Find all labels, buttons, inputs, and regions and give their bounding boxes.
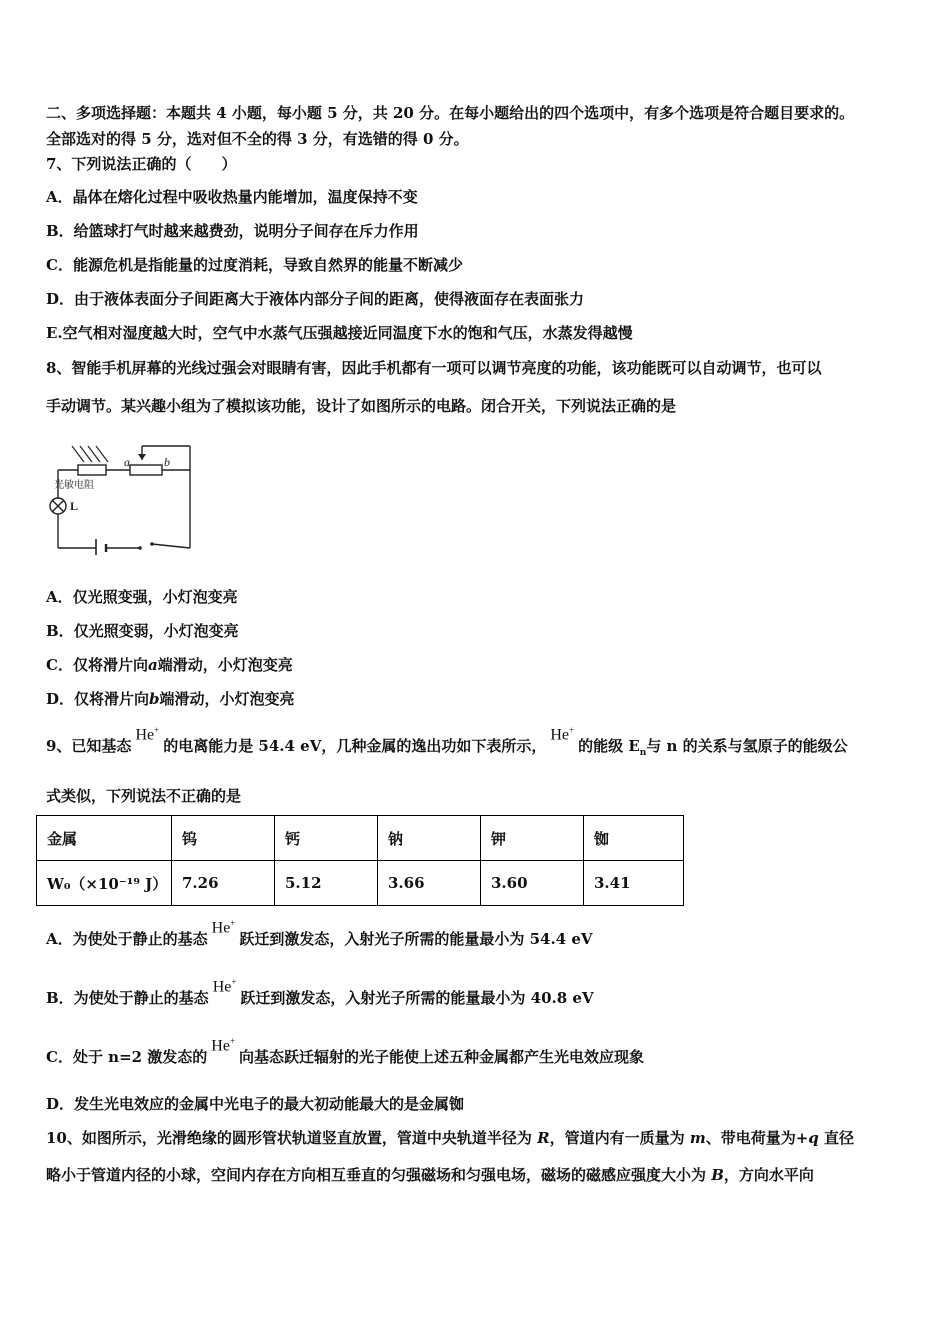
light-arrows [72, 446, 108, 462]
var-b: b [149, 690, 160, 708]
table-cell: 钙 [275, 816, 378, 861]
q8-option-b: B．仅光照变弱，小灯泡变亮 [46, 622, 239, 640]
he-ion-symbol: He+ [135, 724, 160, 743]
q8-option-c: C．仅将滑片向a端滑动，小灯泡变亮 [46, 656, 293, 674]
table-cell: 钾 [481, 816, 584, 861]
table-cell: 3.41 [584, 861, 684, 906]
section-heading-line1: 二、多项选择题：本题共 4 小题，每小题 5 分，共 20 分。在每小题给出的四个选项中，有多个选项是符合题目要求的。 [46, 104, 855, 122]
q9-stem-line2: 式类似，下列说法不正确的是 [46, 787, 242, 805]
table-cell: 铷 [584, 816, 684, 861]
slider-arrow [138, 454, 146, 460]
q7-option-e: E.空气相对湿度越大时，空气中水蒸气压强越接近同温度下水的饱和气压，水蒸发得越慢 [46, 324, 633, 342]
q8-stem-line2: 手动调节。某兴趣小组为了模拟该功能，设计了如图所示的电路。闭合开关，下列说法正确的是 [46, 397, 677, 415]
lamp-label: L [70, 499, 79, 513]
var-q: q [808, 1129, 819, 1147]
var-m: m [689, 1129, 706, 1147]
table-cell: 钠 [378, 816, 481, 861]
circuit-diagram [44, 440, 204, 555]
photoresistor-symbol [78, 465, 106, 475]
he-ion-symbol: He+ [550, 724, 575, 743]
var-a: a [147, 656, 158, 674]
table-row [37, 861, 684, 906]
q7-option-c: C．能源危机是指能量的过度消耗，导致自然界的能量不断减少 [46, 256, 463, 274]
table-cell: 钨 [172, 816, 275, 861]
section-heading-line2: 全部选对的得 5 分，选对但不全的得 3 分，有选错的得 0 分。 [46, 130, 469, 148]
photoresistor-label: 光敏电阻 [54, 480, 94, 491]
table-row [37, 816, 684, 861]
q10-stem-line1: 10、如图所示，光滑绝缘的圆形管状轨道竖直放置，管道中央轨道半径为 R，管道内有一质量为 m、带电荷量为+q 直径 [46, 1129, 854, 1147]
table-cell: W₀（×10⁻¹⁹ J） [37, 861, 172, 906]
table-cell: 3.60 [481, 861, 584, 906]
q10-stem-line2: 略小于管道内径的小球，空间内存在方向相互垂直的匀强磁场和匀强电场，磁场的磁感应强度大小为 B，方向水平向 [46, 1166, 814, 1184]
q9-stem-line1: 9、已知基态He+的电离能力是 54.4 eV，几种金属的逸出功如下表所示，He+的能级 $E_n$与 n 的关系与氢原子的能级公 [46, 724, 848, 758]
q7-option-a: A．晶体在熔化过程中吸收热量内能增加，温度保持不变 [46, 188, 418, 206]
q9-option-d: D．发生光电效应的金属中光电子的最大初动能最大的是金属铷 [46, 1095, 465, 1113]
var-B: B [711, 1166, 724, 1184]
q9-option-c: C．处于 n=2 激发态的He+向基态跃迁辐射的光子能使上述五种金属都产生光电效应现象 [46, 1035, 645, 1066]
he-ion-symbol: He+ [211, 1035, 236, 1054]
table-cell: 金属 [37, 816, 172, 861]
switch-symbol [138, 546, 142, 550]
q8-option-d: D．仅将滑片向b端滑动，小灯泡变亮 [46, 690, 295, 708]
var-R: R [537, 1129, 550, 1147]
he-ion-symbol: He+ [212, 976, 237, 995]
rheostat-symbol [130, 465, 162, 475]
table-cell: 5.12 [275, 861, 378, 906]
label-a: a [124, 455, 130, 469]
table-cell: 7.26 [172, 861, 275, 906]
label-b: b [164, 455, 170, 469]
q7-stem: 7、下列说法正确的（ ） [46, 155, 237, 173]
q7-option-d: D．由于液体表面分子间距离大于液体内部分子间的距离，使得液面存在表面张力 [46, 290, 585, 308]
q7-option-b: B．给篮球打气时越来越费劲，说明分子间存在斥力作用 [46, 222, 419, 240]
q9-option-a: A．为使处于静止的基态He+跃迁到激发态，入射光子所需的能量最小为 54.4 eV [46, 917, 593, 948]
q8-option-a: A．仅光照变强，小灯泡变亮 [46, 588, 238, 606]
q8-stem-line1: 8、智能手机屏幕的光线过强会对眼睛有害，因此手机都有一项可以调节亮度的功能，该功能既可以自动调节，也可以 [46, 359, 822, 377]
q9-option-b: B．为使处于静止的基态He+跃迁到激发态，入射光子所需的能量最小为 40.8 eV [46, 976, 594, 1007]
table-cell: 3.66 [378, 861, 481, 906]
work-function-table [36, 815, 684, 906]
he-ion-symbol: He+ [211, 917, 236, 936]
